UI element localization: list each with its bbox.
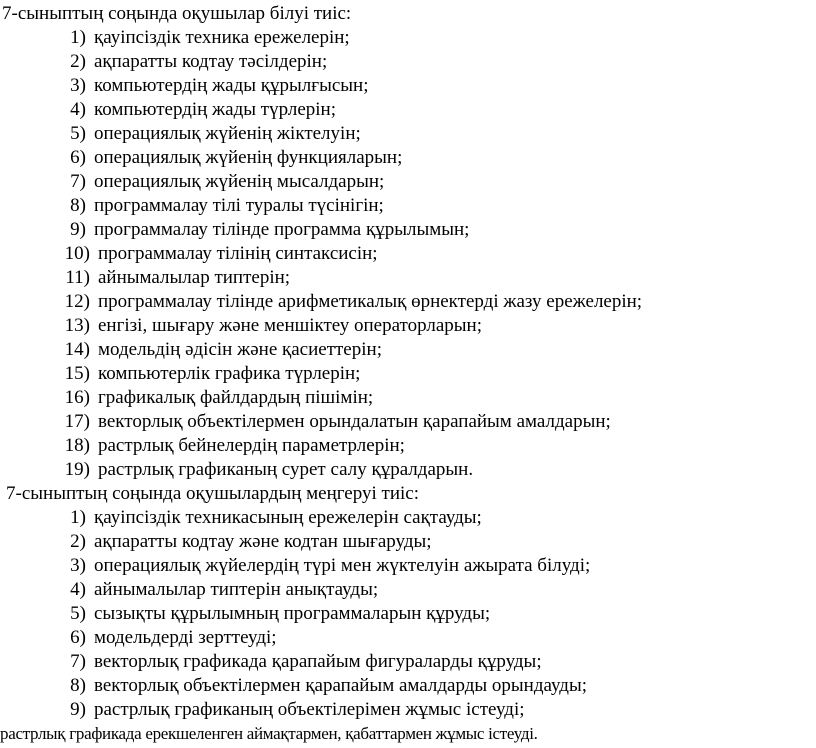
list-item-text: векторлық графикада қарапайым фигураларды құруды; bbox=[94, 651, 542, 672]
list-item bbox=[58, 458, 642, 482]
list-item-number: 8) bbox=[70, 675, 86, 696]
list-item-text: растрлық графиканың сурет салу құралдарын. bbox=[98, 459, 474, 480]
list-item bbox=[58, 74, 642, 98]
list-item-number: 1) bbox=[70, 507, 86, 528]
list-item bbox=[58, 338, 642, 362]
list-item-text: компьютердің жады құрылғысын; bbox=[94, 75, 369, 96]
list-item bbox=[58, 434, 642, 458]
list-item bbox=[58, 146, 642, 170]
list-item-text: векторлық объектілермен қарапайым амалдарды орындауды; bbox=[94, 675, 587, 696]
list-item-number: 7) bbox=[70, 651, 86, 672]
list-item bbox=[58, 266, 642, 290]
list-item bbox=[58, 530, 590, 554]
list-item-text: айнымалылар типтерін анықтауды; bbox=[94, 579, 379, 600]
section1-heading: 7-сыныптың соңында оқушылар білуі тиіс: bbox=[2, 3, 352, 24]
list-item-number: 11) bbox=[65, 267, 90, 288]
list-item-text: операциялық жүйелердің түрі мен жүктелуін ажырата білуді; bbox=[94, 555, 591, 576]
list-item-text: программалау тілінің синтаксисін; bbox=[98, 243, 378, 264]
list-item-text: қауіпсіздік техникасының ережелерін сақтауды; bbox=[94, 507, 482, 528]
list-item bbox=[58, 314, 642, 338]
list-item-number: 4) bbox=[70, 579, 86, 600]
footer-line: растрлық графикада ерекшеленген аймақтармен, қабаттармен жұмыс істеуді. bbox=[0, 724, 538, 743]
list-item-text: модельдерді зерттеуді; bbox=[94, 627, 277, 648]
list-item-text: модельдің әдісін және қасиеттерін; bbox=[98, 339, 382, 360]
list-item-number: 9) bbox=[70, 219, 86, 240]
list-item-number: 13) bbox=[64, 315, 90, 336]
list-item-number: 3) bbox=[70, 555, 86, 576]
list-item-number: 16) bbox=[64, 387, 90, 408]
list-item-number: 9) bbox=[70, 699, 86, 720]
list-item-number: 12) bbox=[64, 291, 90, 312]
list-item-number: 6) bbox=[70, 627, 86, 648]
list-item-text: айнымалылар типтерін; bbox=[98, 267, 291, 288]
list-item-number: 5) bbox=[70, 123, 86, 144]
list-item bbox=[58, 626, 590, 650]
list-item-number: 14) bbox=[64, 339, 90, 360]
list-item-text: графикалық файлдардың пішімін; bbox=[98, 387, 374, 408]
list-item bbox=[58, 362, 642, 386]
list-item bbox=[58, 194, 642, 218]
list-item-text: операциялық жүйенің функцияларын; bbox=[94, 147, 403, 168]
list-item-number: 7) bbox=[70, 171, 86, 192]
list-item-text: программалау тілінде программа құрылымын; bbox=[94, 219, 470, 240]
list-item-text: сызықты құрылымның программаларын құруды; bbox=[94, 603, 491, 624]
list-item bbox=[58, 410, 642, 434]
list-item-number: 1) bbox=[70, 27, 86, 48]
list-item bbox=[58, 122, 642, 146]
section2-heading: 7-сыныптың соңында оқушылардың меңгеруі тиіс: bbox=[6, 483, 419, 504]
list-item bbox=[58, 290, 642, 314]
list-item bbox=[58, 578, 590, 602]
list-item-number: 5) bbox=[70, 603, 86, 624]
list-item-text: компьютерлік графика түрлерін; bbox=[98, 363, 361, 384]
list-item bbox=[58, 602, 590, 626]
list-item-text: қауіпсіздік техника ережелерін; bbox=[94, 27, 350, 48]
list-item bbox=[58, 506, 590, 530]
section2-list bbox=[58, 506, 590, 722]
list-item bbox=[58, 50, 642, 74]
list-item-text: программалау тілі туралы түсінігін; bbox=[94, 195, 384, 216]
list-item bbox=[58, 26, 642, 50]
list-item-number: 10) bbox=[64, 243, 90, 264]
list-item-text: операциялық жүйенің жіктелуін; bbox=[94, 123, 361, 144]
list-item bbox=[58, 650, 590, 674]
list-item-number: 3) bbox=[70, 75, 86, 96]
list-item bbox=[58, 170, 642, 194]
list-item bbox=[58, 554, 590, 578]
list-item-text: ақпаратты кодтау және кодтан шығаруды; bbox=[94, 531, 432, 552]
list-item bbox=[58, 386, 642, 410]
list-item bbox=[58, 698, 590, 722]
list-item-number: 2) bbox=[70, 51, 86, 72]
list-item-text: компьютердің жады түрлерін; bbox=[94, 99, 336, 120]
list-item-number: 6) bbox=[70, 147, 86, 168]
list-item-number: 17) bbox=[64, 411, 90, 432]
list-item-number: 2) bbox=[70, 531, 86, 552]
list-item-text: операциялық жүйенің мысалдарын; bbox=[94, 171, 385, 192]
list-item-text: программалау тілінде арифметикалық өрнектерді жазу ережелерін; bbox=[98, 291, 643, 312]
list-item-text: енгізі, шығару және меншіктеу операторларын; bbox=[98, 315, 482, 336]
section1-list bbox=[58, 26, 642, 482]
list-item-number: 4) bbox=[70, 99, 86, 120]
list-item bbox=[58, 218, 642, 242]
list-item-number: 15) bbox=[64, 363, 90, 384]
list-item bbox=[58, 98, 642, 122]
list-item-text: растрлық бейнелердің параметрлерін; bbox=[98, 435, 405, 456]
list-item bbox=[58, 242, 642, 266]
list-item bbox=[58, 674, 590, 698]
list-item-text: ақпаратты кодтау тәсілдерін; bbox=[94, 51, 328, 72]
list-item-text: векторлық объектілермен орындалатын қарапайым амалдарын; bbox=[98, 411, 611, 432]
list-item-number: 18) bbox=[64, 435, 90, 456]
list-item-number: 8) bbox=[70, 195, 86, 216]
list-item-text: растрлық графиканың объектілерімен жұмыс істеуді; bbox=[94, 699, 525, 720]
list-item-number: 19) bbox=[64, 459, 90, 480]
